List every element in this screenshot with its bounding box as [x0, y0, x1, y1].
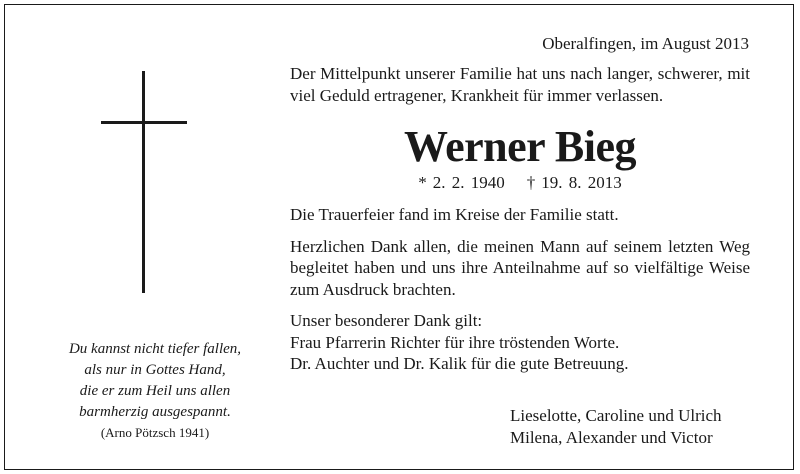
death-cross-icon: †: [526, 173, 536, 192]
intro-text: Der Mittelpunkt unserer Familie hat uns nach langer, schwerer, mit viel Geduld ertragener, Krankheit für immer verlassen.: [290, 64, 750, 105]
death-date: 19. 8. 2013: [541, 173, 622, 192]
signature-line: Milena, Alexander und Victor: [510, 428, 713, 447]
special-thanks-line: Frau Pfarrerin Richter für ihre tröstenden Worte.: [290, 332, 620, 352]
special-thanks-line: Dr. Auchter und Dr. Kalik für die gute Betreuung.: [290, 354, 629, 373]
funeral-note: Die Trauerfeier fand im Kreise der Familie statt.: [290, 205, 619, 224]
signature-line: Lieselotte, Caroline und Ulrich: [510, 406, 722, 425]
cross-horizontal-bar: [101, 121, 187, 124]
obituary-notice: [4, 4, 794, 470]
cross-vertical-bar: [142, 71, 145, 293]
special-thanks-line: Unser besonderer Dank gilt:: [290, 311, 483, 330]
main-text-column: [290, 63, 750, 385]
poem-line: barmherzig ausgespannt.: [79, 404, 231, 420]
poem-author: (Arno Pötzsch 1941): [100, 425, 210, 440]
life-dates: [290, 172, 750, 194]
poem-line: die er zum Heil uns allen: [79, 383, 231, 399]
birth-date: 2. 2. 1940: [432, 173, 505, 192]
cross-icon: [101, 71, 187, 293]
poem-line: als nur in Gottes Hand,: [84, 362, 226, 378]
deceased-name: Werner Bieg: [404, 122, 636, 171]
birth-star-icon: *: [418, 173, 427, 192]
poem-line: Du kannst nicht tiefer fallen,: [68, 341, 242, 357]
place-date: Oberalfingen, im August 2013: [542, 34, 749, 53]
poem-quote: [45, 339, 265, 443]
special-thanks: [290, 310, 750, 375]
signatures: [510, 405, 722, 449]
thanks-all-text: Herzlichen Dank allen, die meinen Mann auf seinem letzten Weg begleitet haben und uns ihre Anteilnahme auf so vielfältige Weise zum Ausdruck brachten.: [290, 236, 750, 299]
